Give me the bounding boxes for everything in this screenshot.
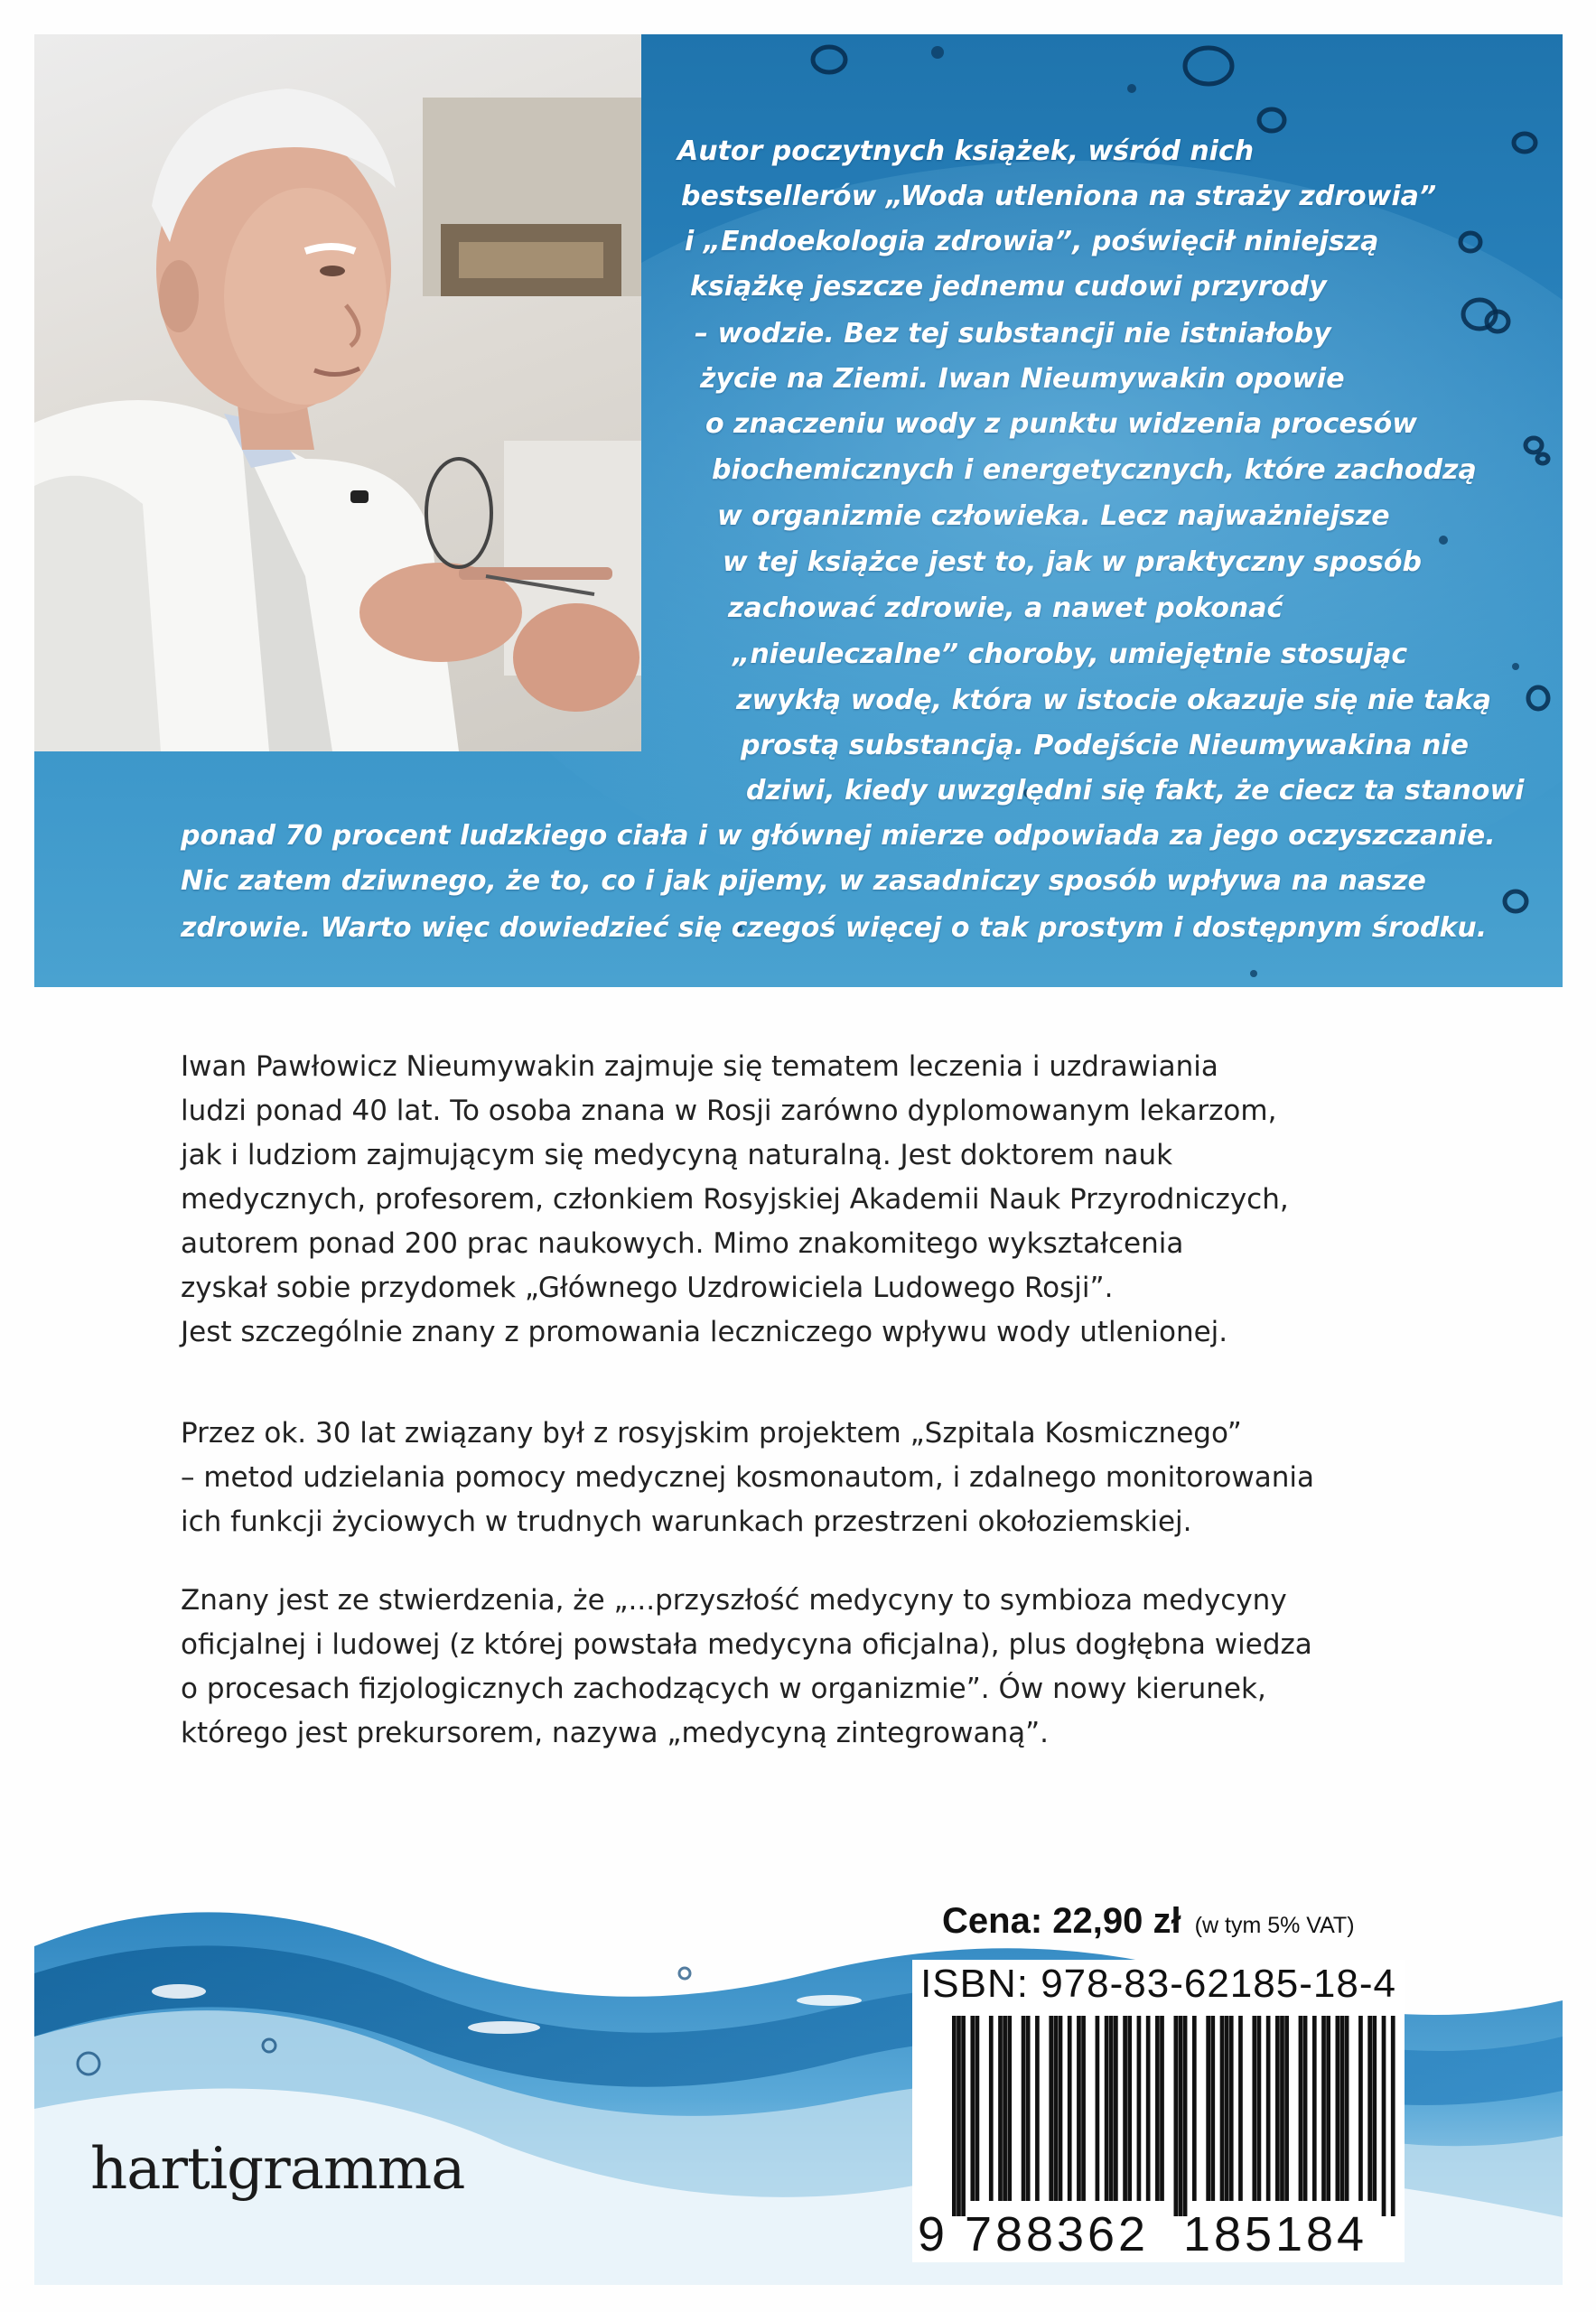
blurb-line: zdrowie. Warto więc dowiedzieć się czegoś więcej o tak prostym i dostępnym środku.	[181, 912, 1488, 944]
barcode-bar	[1183, 2016, 1188, 2216]
bio-line: o procesach fizjologicznych zachodzących w organizmie”. Ów nowy kierunek,	[181, 1673, 1266, 1705]
cover-top-panel	[34, 34, 1563, 987]
barcode-bar	[1068, 2016, 1072, 2201]
barcode-bar	[1054, 2016, 1059, 2201]
bio-line: którego jest prekursorem, nazywa „medycyną zintegrowaną”.	[181, 1717, 1049, 1749]
bio-line: – metod udzielania pomocy medycznej kosmonautom, i zdalnego monitorowania	[181, 1461, 1315, 1494]
barcode-bar	[1358, 2016, 1363, 2201]
bio-line: zyskał sobie przydomek „Głównego Uzdrowiciela Ludowego Rosji”.	[181, 1272, 1114, 1304]
barcode-bar	[1340, 2016, 1345, 2201]
barcode-bar	[970, 2016, 975, 2201]
barcode-digits-left: 788362	[965, 2207, 1145, 2261]
bio-line: Jest szczególnie znany z promowania leczniczego wpływu wody utlenionej.	[181, 1316, 1228, 1348]
barcode-bar	[1127, 2016, 1132, 2201]
blurb-line: biochemicznych i energetycznych, które zachodzą	[712, 454, 1477, 486]
blurb-line: w organizmie człowieka. Lecz najważniejsze	[717, 500, 1390, 532]
barcode-bar	[1174, 2016, 1179, 2216]
barcode-bar	[1105, 2016, 1109, 2201]
barcode-bar	[1391, 2016, 1395, 2216]
blurb-line: prostą substancją. Podejście Nieumywakina nie	[741, 730, 1469, 761]
barcode-bar	[1367, 2016, 1372, 2201]
book-blurb	[34, 34, 1563, 987]
barcode-bar	[1321, 2016, 1326, 2201]
barcode-bar	[1026, 2016, 1031, 2201]
barcode-bar	[1252, 2016, 1256, 2201]
barcode-digit-first: 9	[918, 2207, 946, 2261]
blurb-line: zwykłą wodę, która w istocie okazuje się nie taką	[736, 685, 1491, 716]
blurb-line: „nieuleczalne” choroby, umiejętnie stosując	[733, 639, 1408, 670]
blurb-line: bestsellerów „Woda utleniona na straży zdrowia”	[681, 181, 1437, 212]
blurb-line: – wodzie. Bez tej substancji nie istniałoby	[695, 318, 1331, 350]
barcode-bar	[1155, 2016, 1160, 2201]
bio-line: autorem ponad 200 prac naukowych. Mimo znakomitego wykształcenia	[181, 1227, 1184, 1260]
blurb-line: i „Endoekologia zdrowia”, poświęcił niniejszą	[685, 226, 1379, 257]
barcode-bar	[1160, 2016, 1164, 2201]
barcode-bar	[1077, 2016, 1081, 2201]
barcode-bar	[998, 2016, 1003, 2201]
barcode-bar	[1003, 2016, 1007, 2201]
barcode-bar	[1206, 2016, 1210, 2201]
barcode-bar	[1257, 2016, 1262, 2201]
barcode-bar	[1022, 2016, 1026, 2201]
barcode-bar	[1220, 2016, 1225, 2201]
barcode-bar	[1345, 2016, 1349, 2201]
barcode-bar	[957, 2016, 961, 2216]
barcode-bar	[1123, 2016, 1127, 2201]
blurb-line: Autor poczytnych książek, wśród nich	[677, 135, 1255, 167]
barcode-bar	[1336, 2016, 1340, 2201]
barcode-bar	[1007, 2016, 1012, 2201]
barcode-bar	[975, 2016, 980, 2201]
barcode-bar	[1229, 2016, 1234, 2201]
price-vat-note: (w tym 5% VAT)	[1194, 1913, 1355, 1938]
barcode-bar	[1192, 2016, 1197, 2201]
bio-line: Iwan Pawłowicz Nieumywakin zajmuje się tematem leczenia i uzdrawiania	[181, 1050, 1218, 1083]
barcode-icon	[912, 1960, 1405, 2262]
price-info	[942, 1901, 1355, 1942]
bio-line: medycznych, profesorem, członkiem Rosyjskiej Akademii Nauk Przyrodniczych,	[181, 1183, 1289, 1216]
barcode-bar	[1210, 2016, 1215, 2201]
barcode-bar	[1146, 2016, 1151, 2201]
bio-line: Przez ok. 30 lat związany był z rosyjskim projektem „Szpitala Kosmicznego”	[181, 1417, 1242, 1450]
blurb-line: książkę jeszcze jednemu cudowi przyrody	[690, 271, 1327, 303]
blurb-line: w tej książce jest to, jak w praktyczny sposób	[723, 546, 1422, 578]
barcode-bar	[1049, 2016, 1053, 2201]
bio-line: Znany jest ze stwierdzenia, że „...przyszłość medycyny to symbioza medycyny	[181, 1584, 1287, 1617]
barcode-bar	[1284, 2016, 1289, 2201]
bio-line: ich funkcji życiowych w trudnych warunkach przestrzeni okołoziemskiej.	[181, 1506, 1192, 1538]
barcode-bar	[1114, 2016, 1118, 2201]
publisher-logo: hartigramma	[90, 2136, 465, 2203]
barcode-bar	[1059, 2016, 1063, 2201]
barcode-bar	[1035, 2016, 1040, 2201]
bio-line: oficjalnej i ludowej (z której powstała medycyna oficjalna), plus dogłębna wiedza	[181, 1628, 1312, 1661]
isbn-barcode	[912, 1960, 1405, 2262]
blurb-line: zachować zdrowie, a nawet pokonać	[728, 592, 1283, 624]
barcode-bar	[1303, 2016, 1308, 2201]
barcode-bar	[1372, 2016, 1377, 2201]
barcode-bar	[1280, 2016, 1284, 2201]
blurb-line: Nic zatem dziwnego, że to, co i jak pijemy, w zasadniczy sposób wpływa na nasze	[181, 865, 1426, 897]
barcode-bar	[1275, 2016, 1280, 2201]
barcode-bar	[952, 2016, 957, 2216]
barcode-bar	[1096, 2016, 1100, 2201]
barcode-bar	[1225, 2016, 1229, 2201]
barcode-digits-right: 185184	[1183, 2207, 1364, 2261]
barcode-bar	[1238, 2016, 1243, 2201]
barcode-bar	[1179, 2016, 1183, 2216]
barcode-bar	[1266, 2016, 1271, 2201]
barcode-bar	[1312, 2016, 1317, 2201]
bio-line: ludzi ponad 40 lat. To osoba znana w Rosji zarówno dyplomowanym lekarzom,	[181, 1095, 1277, 1127]
blurb-line: życie na Ziemi. Iwan Nieumywakin opowie	[700, 363, 1345, 395]
barcode-bar	[961, 2016, 966, 2216]
barcode-bar	[1081, 2016, 1086, 2201]
blurb-line: dziwi, kiedy uwzględni się fakt, że ciecz ta stanowi	[746, 775, 1525, 806]
barcode-bar	[989, 2016, 994, 2201]
price-label: Cena: 22,90 zł	[942, 1901, 1181, 1941]
bio-line: jak i ludziom zajmującym się medycyną naturalną. Jest doktorem nauk	[181, 1139, 1173, 1171]
barcode-bar	[1137, 2016, 1142, 2201]
barcode-bar	[1109, 2016, 1114, 2201]
blurb-line: o znaczeniu wody z punktu widzenia procesów	[705, 408, 1417, 440]
barcode-bar	[1326, 2016, 1330, 2201]
blurb-line: ponad 70 procent ludzkiego ciała i w głównej mierze odpowiada za jego oczyszczanie.	[181, 820, 1496, 852]
barcode-bar	[1299, 2016, 1303, 2201]
barcode-bar	[1382, 2016, 1386, 2216]
isbn-number: ISBN: 978-83-62185-18-4	[920, 1962, 1396, 2006]
